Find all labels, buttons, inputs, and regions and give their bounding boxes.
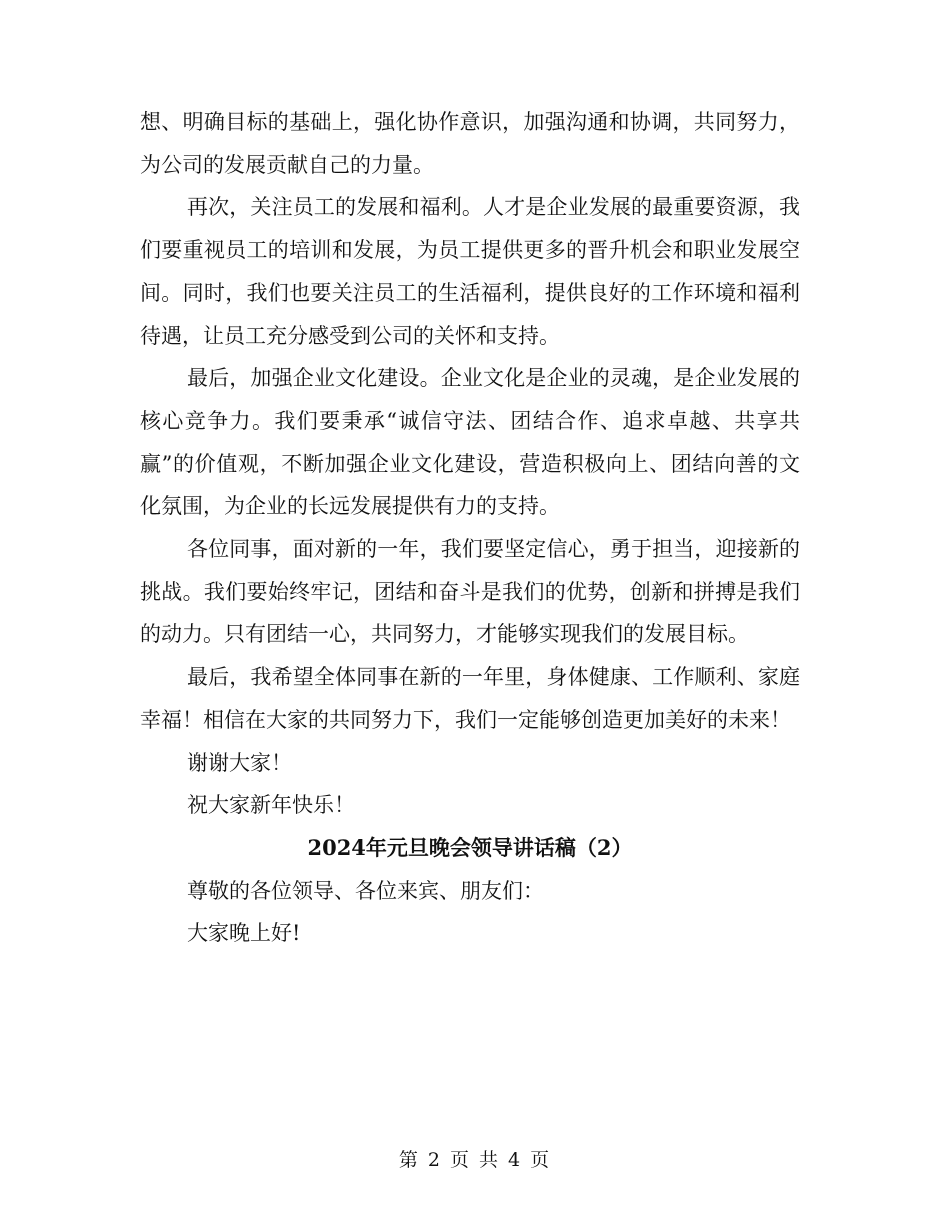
- paragraph-employee-welfare: 再次，关注员工的发展和福利。人才是企业发展的最重要资源，我们要重视员工的培训和发展，为员工提供更多的晋升机会和职业发展空间。同时，我们也要关注员工的生活福利，提供良好的工作环境和福利待遇，让员工充分感受到公司的关怀和支持。: [140, 195, 800, 348]
- greeting: 大家晚上好!: [187, 921, 301, 946]
- document-body: [140, 101, 800, 955]
- salutation: 尊敬的各位领导、各位来宾、朋友们：: [187, 878, 544, 903]
- paragraph-new-year-challenges: 各位同事，面对新的一年，我们要坚定信心，勇于担当，迎接新的挑战。我们要始终牢记，团结和奋斗是我们的优势，创新和拼搏是我们的动力。只有团结一心，共同努力，才能够实现我们的发展目标。: [140, 537, 800, 647]
- page-number-footer: 第 2 页 共 4 页: [398, 1149, 552, 1171]
- paragraph-continued: 想、明确目标的基础上，强化协作意识，加强沟通和协调，共同努力，为公司的发展贡献自己的力量。: [140, 110, 800, 177]
- paragraph-thanks: 谢谢大家！: [187, 750, 292, 775]
- paragraph-happy-new-year: 祝大家新年快乐！: [187, 793, 355, 818]
- section-title: 2024年元旦晚会领导讲话稿（2）: [307, 834, 633, 860]
- paragraph-wishes: 最后，我希望全体同事在新的一年里，身体健康、工作顺利、家庭幸福！相信在大家的共同努力下，我们一定能够创造更加美好的未来！: [140, 665, 800, 732]
- paragraph-corporate-culture: 最后，加强企业文化建设。企业文化是企业的灵魂，是企业发展的核心竞争力。我们要秉承“诚信守法、团结合作、追求卓越、共享共赢”的价值观，不断加强企业文化建设，营造积极向上、团结向善的文化氛围，为企业的长远发展提供有力的支持。: [140, 366, 800, 519]
